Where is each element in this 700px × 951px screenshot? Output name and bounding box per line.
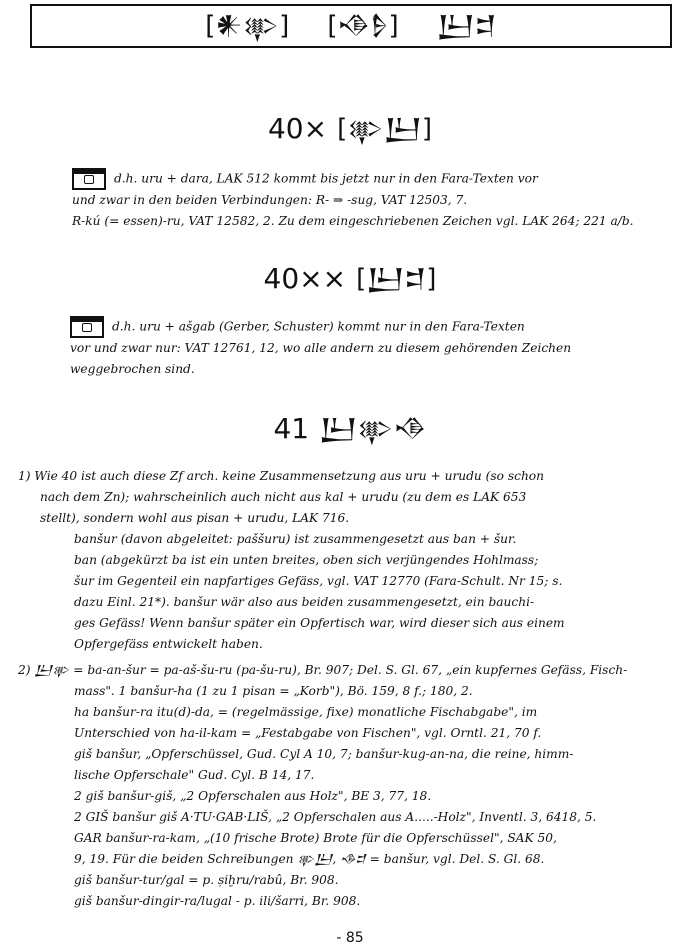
section-number: 41 [273, 412, 310, 445]
section-sign: 𒌨𒉀𒈾 [319, 413, 427, 444]
text-line: giš banšur-dingir-ra/lugal - p. ili/šarri, Br. 908. [74, 894, 361, 908]
paragraph-40xx [70, 316, 571, 380]
text-line: 9, 19. Für die beiden Schreibungen 𒉀𒌨, 𒈾𒄑 = banšur, vgl. Del. S. Gl. 68. [74, 852, 545, 866]
text-line: d.h. uru + ašgab (Gerber, Schuster) kommt nur in den Fara-Texten [70, 316, 571, 338]
section-number: 40× [267, 112, 328, 145]
text-line: ges Gefäss! Wenn banšur später ein Opfertisch war, wird dieser sich aus einem [74, 616, 565, 630]
text-line: stellt), sondern wohl aus pisan + urudu, LAK 716. [40, 511, 350, 525]
section-number: 40×× [263, 262, 347, 295]
header-sign-2: [𒈾𒊩] [327, 11, 399, 41]
text-line: 2 giš banšur-giš, „2 Opferschalen aus Holz", BE 3, 77, 18. [74, 789, 432, 803]
text-line: d.h. uru + dara, LAK 512 kommt bis jetzt nur in den Fara-Texten vor [72, 168, 634, 190]
paragraph-40x [72, 168, 634, 232]
footnote-2 [18, 660, 627, 912]
text-line: Opfergefäss entwickelt haben. [74, 637, 263, 651]
text-line: giš banšur-tur/gal = p. ṣiḫru/rabû, Br. 908. [74, 873, 339, 887]
text-line: mass". 1 banšur-ha (1 zu 1 pisan = „Korb"), Bö. 159, 8 f.; 180, 2. [74, 684, 473, 698]
text-line: lische Opferschale" Gud. Cyl. B 14, 17. [74, 768, 315, 782]
page-number: - 85 [336, 930, 364, 946]
text-line: 1) Wie 40 ist auch diese Zf arch. keine Zusammensetzung aus uru + urudu (so schon [18, 469, 544, 483]
section-sign: [𒉀𒌨] [337, 113, 432, 144]
sign-box-icon [72, 168, 106, 190]
text-line: R-kú (= essen)-ru, VAT 12582, 2. Zu dem eingeschriebenen Zeichen vgl. LAK 264; 221 a/b. [72, 214, 634, 228]
section-heading-40xx [0, 262, 700, 295]
text-line: dazu Einl. 21*). banšur wär also aus beiden zusammengesetzt, ein bauchi- [74, 595, 535, 609]
text-line: banšur (davon abgeleitet: paššuru) ist zusammengesetzt aus ban + šur. [74, 532, 517, 546]
section-heading-40x [0, 112, 700, 145]
header-sign-1: [𒀭𒉀] [205, 11, 290, 41]
footnote-1 [18, 466, 565, 655]
text-line: weggebrochen sind. [70, 362, 195, 376]
text-line: ha banšur-ra itu(d)-da, = (regelmässige, fixe) monatliche Fischabgabe", im [74, 705, 538, 719]
text-line: 2 GIŠ banšur giš A·TU·GAB·LIŠ, „2 Opferschalen aus A.....-Holz", Inventl. 3, 6418, 5. [74, 810, 597, 824]
text-line: 2) 𒌨𒉀 = ba-an-šur = pa-aš-šu-ru (pa-šu-ru), Br. 907; Del. S. Gl. 67, „ein kupfernes Gefäss, Fisch- [18, 663, 628, 677]
text-line: ban (abgekürzt ba ist ein unten breites, oben sich verjüngendes Hohlmass; [74, 553, 539, 567]
header-box [30, 4, 672, 48]
text-line: vor und zwar nur: VAT 12761, 12, wo alle andern zu diesem gehörenden Zeichen [70, 341, 572, 355]
text-line: und zwar in den beiden Verbindungen: R- ⇒ -sug, VAT 12503, 7. [72, 193, 468, 207]
text-line: nach dem Zn); wahrscheinlich auch nicht aus kal + urudu (zu dem es LAK 653 [40, 490, 527, 504]
sign-box-icon [70, 316, 104, 338]
text-line: šur im Gegenteil ein napfartiges Gefäss, vgl. VAT 12770 (Fara-Schult. Nr 15; s. [74, 574, 563, 588]
section-heading-41 [0, 412, 700, 445]
text-line: Unterschied von ha-il-kam = „Festabgabe von Fischen", vgl. Orntl. 21, 70 f. [74, 726, 542, 740]
section-sign: [𒌨𒄑] [356, 263, 437, 294]
header-sign-3: 𒌨𒄑 [436, 11, 497, 41]
text-line: GAR banšur-ra-kam, „(10 frische Brote) Brote für die Opferschüssel", SAK 50, [74, 831, 557, 845]
text-line: giš banšur, „Opferschüssel, Gud. Cyl A 10, 7; banšur-kug-an-na, die reine, himm- [74, 747, 574, 761]
